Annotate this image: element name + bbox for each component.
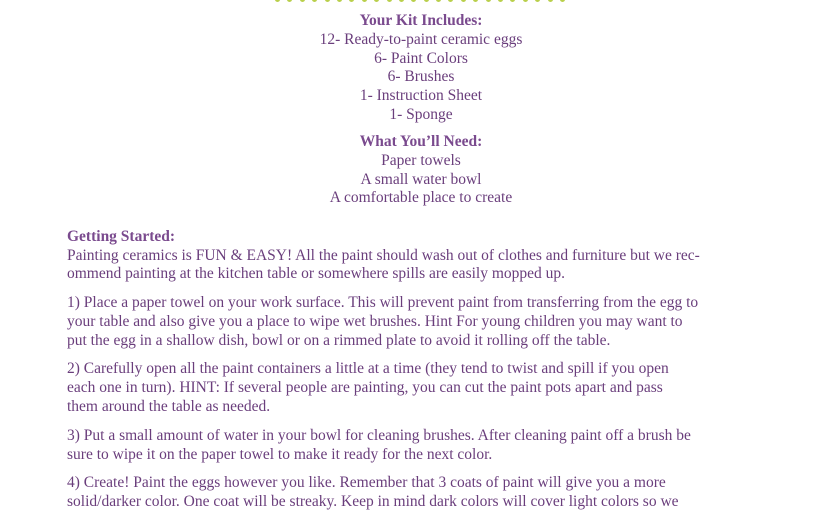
dot xyxy=(349,0,354,2)
kit-includes-section xyxy=(0,12,825,125)
kit-item: 1- Sponge xyxy=(389,105,453,123)
dot xyxy=(411,0,416,2)
what-you-need-heading: What You’ll Need: xyxy=(359,133,483,150)
dot xyxy=(461,0,466,2)
dot xyxy=(387,0,392,2)
dot xyxy=(473,0,478,2)
dot xyxy=(486,0,491,2)
need-item: Paper towels xyxy=(381,151,461,169)
decorative-dot-border xyxy=(275,0,565,3)
step-paragraph: 2) Carefully open all the paint containers a little at a time (they tend to twist and spill if you open each one in turn). HINT: If several people are painting, you can cut the paint pots apart and pass them around the table as needed. xyxy=(67,360,669,416)
dot xyxy=(399,0,404,2)
kit-includes-heading: Your Kit Includes: xyxy=(359,12,483,29)
dot xyxy=(523,0,528,2)
need-item: A small water bowl xyxy=(360,170,482,188)
dot xyxy=(548,0,553,2)
dot xyxy=(436,0,441,2)
dot xyxy=(337,0,342,2)
dot xyxy=(510,0,515,2)
dot xyxy=(312,0,317,2)
step-paragraph: 1) Place a paper towel on your work surface. This will prevent paint from transferring from the egg to your table and also give you a place to wipe wet brushes. Hint For young children you may want to put the egg in a shallow dish, bowl or on a rimmed plate to avoid it rolling off the table. xyxy=(67,294,699,349)
dot xyxy=(560,0,565,2)
dot xyxy=(424,0,429,2)
intro-paragraph: Painting ceramics is FUN & EASY! All the paint should wash out of clothes and furniture but we rec- ommend painting at the kitchen table or somewhere spills are easily mopped up. xyxy=(67,246,700,283)
dot xyxy=(325,0,330,2)
getting-started-section xyxy=(67,228,787,522)
what-you-need-section xyxy=(0,133,825,208)
need-item: A comfortable place to create xyxy=(329,189,513,207)
kit-item: 1- Instruction Sheet xyxy=(359,87,483,105)
dot xyxy=(374,0,379,2)
step-paragraph: 3) Put a small amount of water in your bowl for cleaning brushes. After cleaning paint off a brush be sure to wipe it on the paper towel to make it ready for the next color. xyxy=(67,426,691,463)
dot xyxy=(362,0,367,2)
getting-started-heading: Getting Started: xyxy=(67,228,176,245)
dot xyxy=(535,0,540,2)
dot xyxy=(498,0,503,2)
dot xyxy=(287,0,292,2)
kit-item: 6- Paint Colors xyxy=(374,49,468,67)
step-paragraph: 4) Create! Paint the eggs however you like. Remember that 3 coats of paint will give you a more solid/darker color. One coat will be streaky. Keep in mind dark colors will cover light colors so we xyxy=(67,474,679,511)
kit-item: 6- Brushes xyxy=(387,68,455,86)
dot xyxy=(275,0,280,2)
dot xyxy=(300,0,305,2)
dot xyxy=(448,0,453,2)
kit-item: 12- Ready-to-paint ceramic eggs xyxy=(319,30,523,48)
